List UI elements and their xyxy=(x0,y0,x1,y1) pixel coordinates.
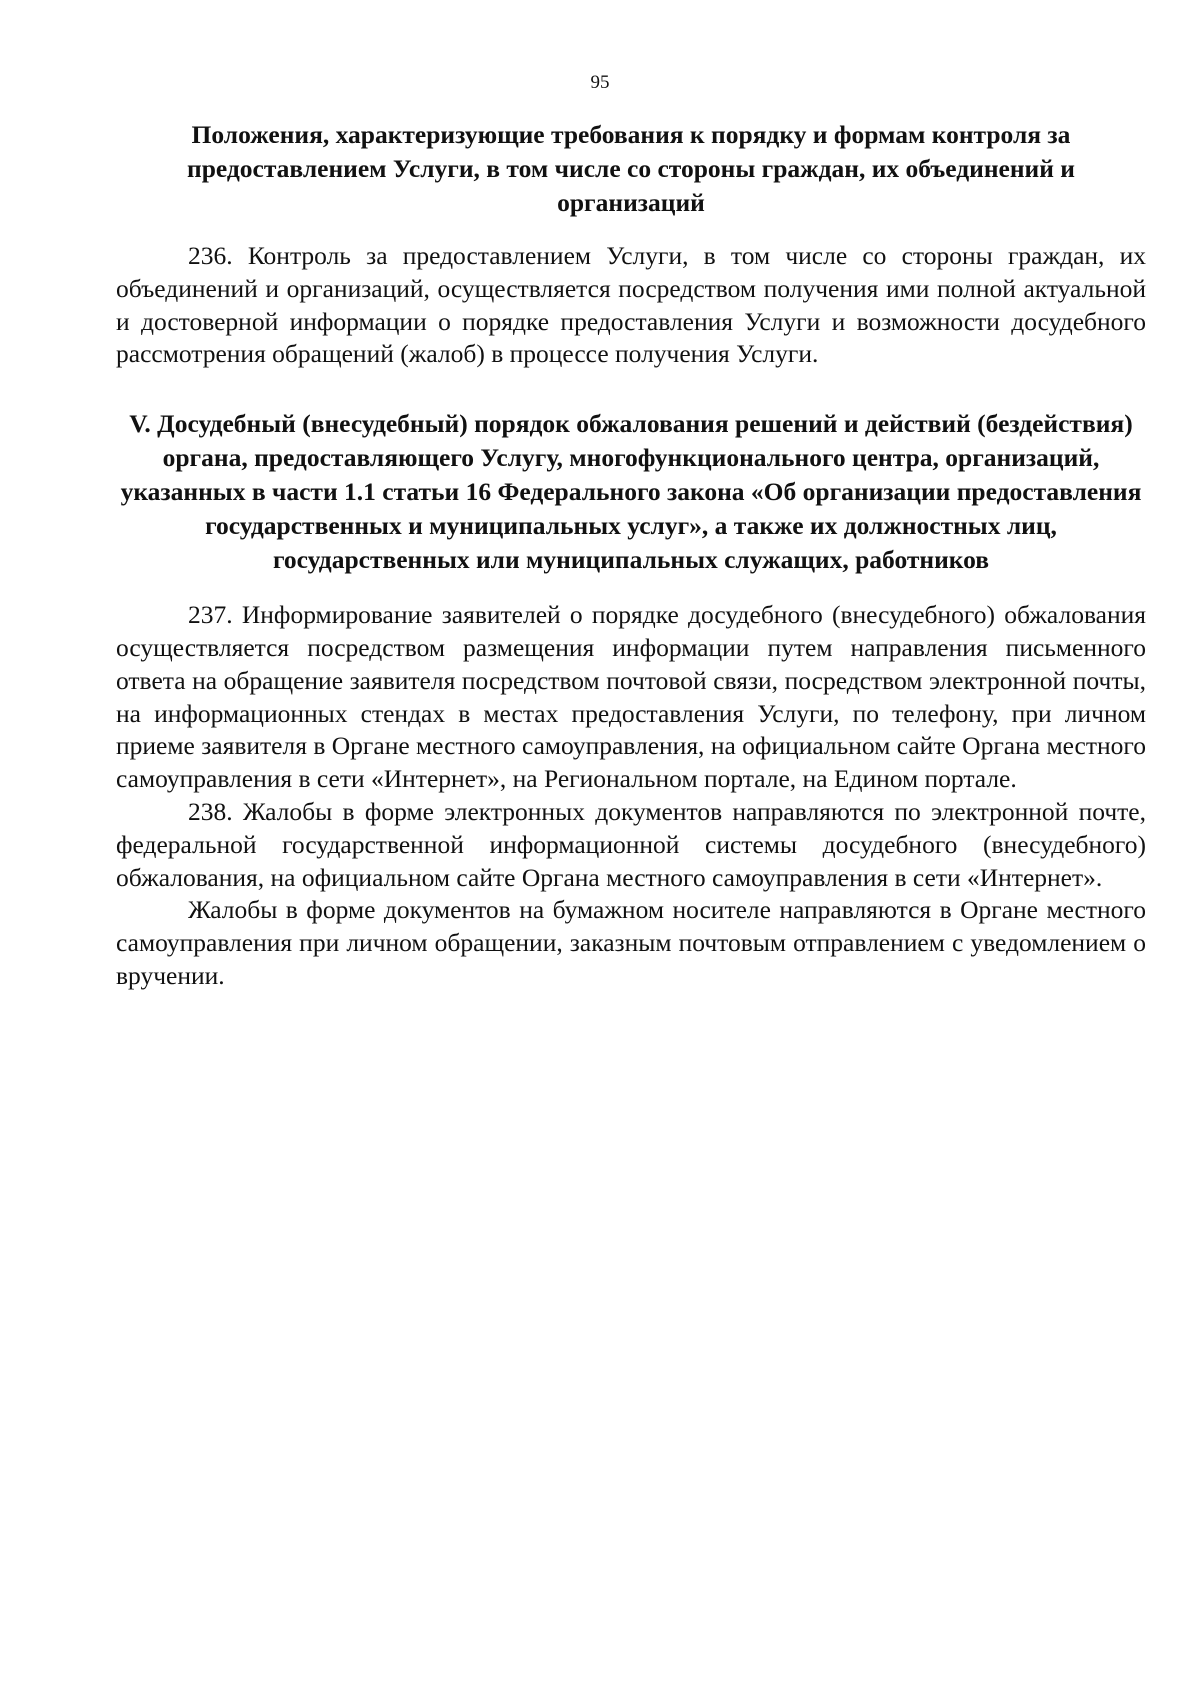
section-heading-control: Положения, характеризующие требования к порядку и формам контроля за предоставлением Услуги, в том числе со стороны граждан, их объединений и организаций xyxy=(187,120,1075,217)
paragraph-237: 237. Информирование заявителей о порядке досудебного (внесудебного) обжалования осуществляется посредством размещения информации путем направления письменного ответа на обращение заявителя посредством почтовой связи, посредством электронной почты, на информационных стендах в местах предоставления Услуги, по телефону, при личном приеме заявителя в Органе местного самоуправления, на официальном сайте Органа местного самоуправления в сети «Интернет», на Региональном портале, на Едином портале. xyxy=(116,600,1146,794)
page-content xyxy=(116,118,1146,993)
paragraph-238: 238. Жалобы в форме электронных документов направляются по электронной почте, федеральной государственной информационной системы досудебного (внесудебного) обжалования, на официальном сайте Органа местного самоуправления в сети «Интернет». xyxy=(116,796,1146,892)
section-heading-appeal: V. Досудебный (внесудебный) порядок обжалования решений и действий (бездействия) органа, предоставляющего Услугу, многофункционального центра, организаций, указанных в части 1.1 статьи 16 Федерального закона «Об организации предоставления государственных и муниципальных услуг», а также их должностных лиц, государственных или муниципальных служащих, работников xyxy=(120,409,1142,575)
page-number: 95 xyxy=(590,72,610,93)
paragraph-paper-complaints: Жалобы в форме документов на бумажном носителе направляются в Органе местного самоуправления при личном обращении, заказным почтовым отправлением с уведомлением о вручении. xyxy=(116,895,1146,990)
paragraph-236: 236. Контроль за предоставлением Услуги, в том числе со стороны граждан, их объединений и организаций, осуществляется посредством получения ими полной актуальной и достоверной информации о порядке предоставления Услуги и возможности досудебного рассмотрения обращений (жалоб) в процессе получения Услуги. xyxy=(116,241,1146,369)
